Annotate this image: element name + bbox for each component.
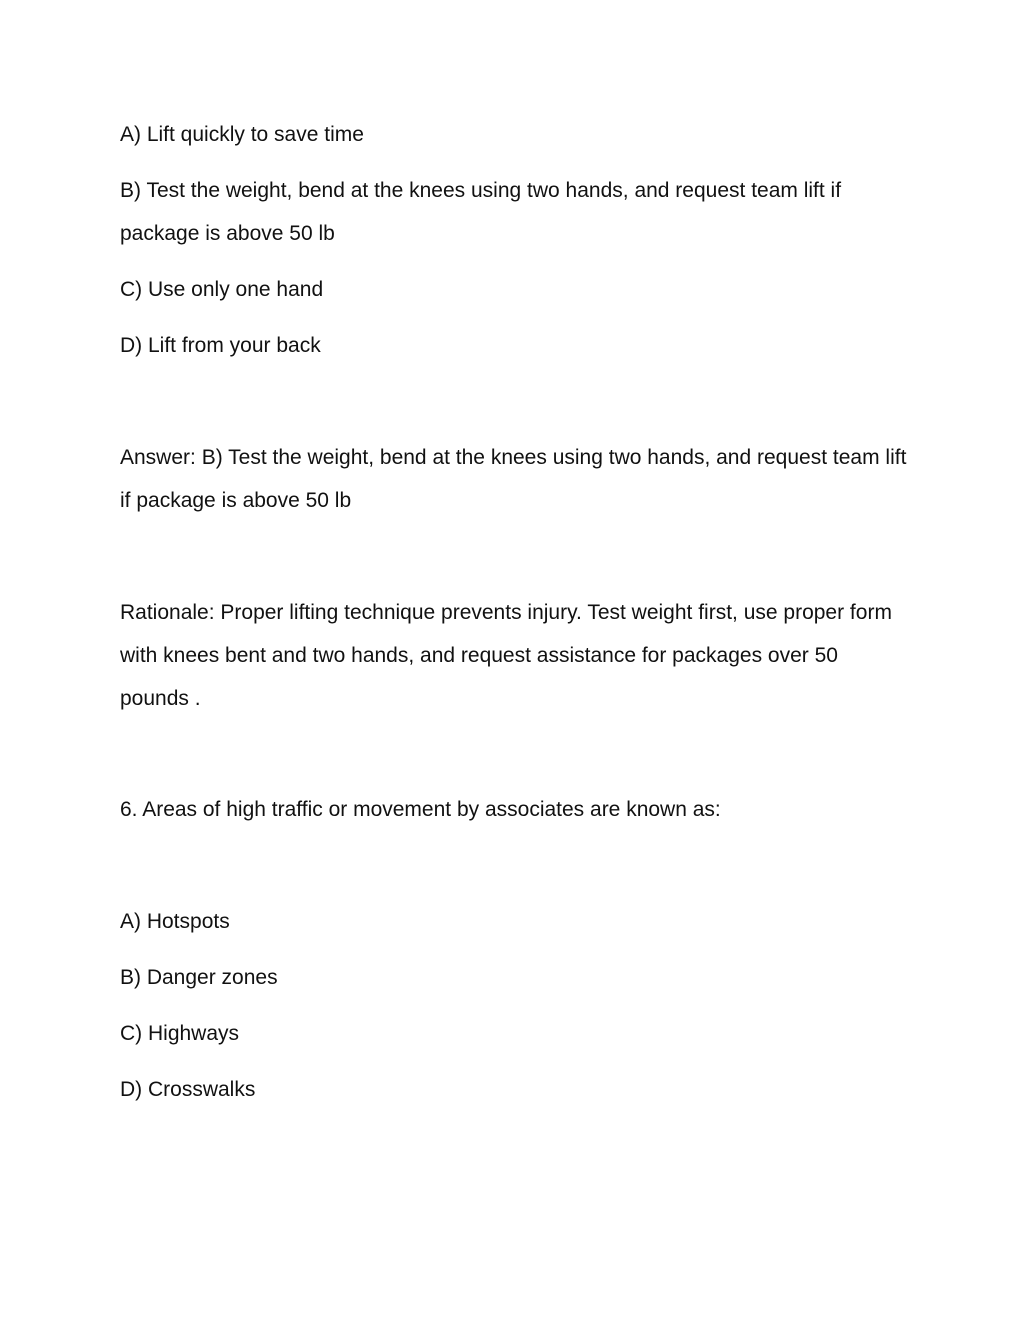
q5-option-d: D) Lift from your back	[120, 334, 321, 357]
q5-answer: Answer: B) Test the weight, bend at the knees using two hands, and request team lift if package is above 50 lb	[120, 446, 907, 512]
q6-option-a: A) Hotspots	[120, 910, 230, 933]
q6-option-d: D) Crosswalks	[120, 1078, 256, 1101]
q5-rationale: Rationale: Proper lifting technique prevents injury. Test weight first, use proper form with knees bent and two hands, and request assistance for packages over 50 pounds .	[120, 601, 892, 710]
q6-question: 6. Areas of high traffic or movement by associates are known as:	[120, 798, 721, 821]
q6-option-c: C) Highways	[120, 1022, 240, 1045]
q5-option-b: B) Test the weight, bend at the knees using two hands, and request team lift if package is above 50 lb	[120, 179, 842, 245]
q5-option-c: C) Use only one hand	[120, 278, 324, 301]
q5-option-a: A) Lift quickly to save time	[120, 123, 364, 146]
q6-option-b: B) Danger zones	[120, 966, 278, 989]
